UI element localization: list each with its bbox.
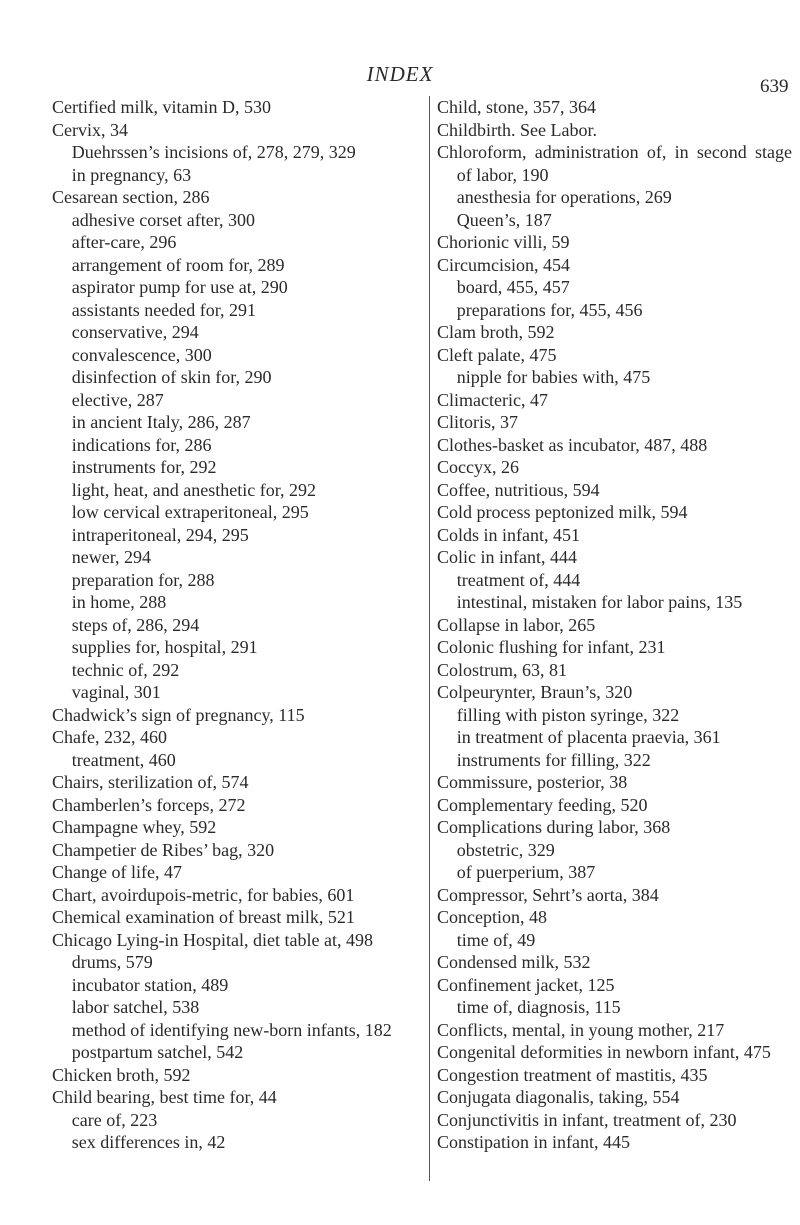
index-subentry: anesthesia for operations, 269 — [456, 187, 672, 207]
index-subentry: treatment, 460 — [71, 749, 176, 770]
page-header — [0, 62, 800, 97]
index-entry: Cervix, 34 — [52, 119, 128, 140]
index-entry: Coffee, nutritious, 594 — [437, 479, 600, 500]
index-subentry: in pregnancy, 63 — [71, 164, 192, 185]
index-subentry: in ancient Italy, 286, 287 — [71, 412, 251, 432]
index-entry: Chloroform, administration of, in second stage of labor, 190 — [437, 142, 792, 185]
index-entry: Congenital deformities in newborn infant, 475 — [437, 1042, 771, 1062]
index-entry: Chicken broth, 592 — [52, 1064, 191, 1085]
index-entry: Childbirth. See Labor. — [437, 119, 597, 140]
index-entry: Confinement jacket, 125 — [437, 974, 615, 995]
index-entry: Change of life, 47 — [52, 862, 182, 882]
index-entry: Clitoris, 37 — [437, 412, 519, 432]
column-divider — [429, 96, 430, 1181]
index-subentry: newer, 294 — [71, 547, 152, 567]
index-subentry: convalescence, 300 — [71, 344, 212, 365]
index-subentry: light, heat, and anesthetic for, 292 — [71, 479, 317, 500]
index-subentry: in treatment of placenta praevia, 361 — [456, 727, 721, 747]
index-entry: Constipation in infant, 445 — [437, 1132, 630, 1152]
index-subentry: in home, 288 — [71, 592, 167, 612]
index-entry: Chart, avoirdupois-metric, for babies, 601 — [52, 884, 355, 905]
index-entry: Climacteric, 47 — [437, 389, 548, 410]
index-subentry: incubator station, 489 — [71, 974, 229, 995]
index-entry: Chemical examination of breast milk, 521 — [52, 907, 355, 927]
index-entry: Conflicts, mental, in young mother, 217 — [437, 1019, 725, 1040]
index-subentry: arrangement of room for, 289 — [71, 254, 285, 275]
index-entry: Conjunctivitis in infant, treatment of, 230 — [437, 1109, 737, 1130]
index-subentry: instruments for, 292 — [71, 457, 217, 477]
index-subentry: vaginal, 301 — [71, 682, 161, 702]
index-subentry: aspirator pump for use at, 290 — [71, 277, 288, 297]
index-subentry: obstetric, 329 — [456, 839, 555, 860]
index-subentry: care of, 223 — [71, 1109, 158, 1130]
index-entry: Colds in infant, 451 — [437, 524, 580, 545]
index-column-right — [437, 96, 792, 1154]
index-subentry: conservative, 294 — [71, 322, 199, 342]
index-entry: Complementary feeding, 520 — [437, 794, 648, 815]
index-subentry: Duehrssen’s incisions of, 278, 279, 329 — [71, 142, 356, 162]
index-entry: Colpeurynter, Braun’s, 320 — [437, 682, 633, 702]
index-entry: Cesarean section, 286 — [52, 187, 210, 207]
index-subentry: sex differences in, 42 — [71, 1132, 226, 1152]
index-entry: Certified milk, vitamin D, 530 — [52, 97, 271, 117]
index-entry: Clothes-basket as incubator, 487, 488 — [437, 434, 708, 455]
page-number: 639 — [760, 76, 789, 97]
index-entry: Chairs, sterilization of, 574 — [52, 772, 249, 792]
index-subentry: time of, diagnosis, 115 — [456, 997, 621, 1017]
index-subentry: drums, 579 — [71, 952, 153, 972]
index-entry: Colic in infant, 444 — [437, 547, 577, 567]
index-column-left — [52, 96, 422, 1154]
index-entry: Cleft palate, 475 — [437, 344, 557, 365]
index-entry: Champagne whey, 592 — [52, 817, 217, 837]
index-subentry: adhesive corset after, 300 — [71, 209, 255, 230]
running-head: INDEX — [366, 62, 434, 86]
index-entry: Colostrum, 63, 81 — [437, 659, 568, 680]
index-subentry: postpartum satchel, 542 — [71, 1042, 244, 1062]
index-subentry: intraperitoneal, 294, 295 — [71, 524, 249, 545]
index-subentry: preparations for, 455, 456 — [456, 299, 643, 320]
index-entry: Collapse in labor, 265 — [437, 614, 596, 635]
index-subentry: filling with piston syringe, 322 — [456, 704, 680, 725]
index-entry: Chamberlen’s forceps, 272 — [52, 794, 246, 815]
index-entry: Chadwick’s sign of pregnancy, 115 — [52, 704, 305, 725]
index-entry: Congestion treatment of mastitis, 435 — [437, 1064, 708, 1085]
index-subentry: Queen’s, 187 — [456, 209, 552, 230]
index-entry: Child, stone, 357, 364 — [437, 97, 597, 117]
index-subentry: indications for, 286 — [71, 434, 212, 455]
index-subentry: instruments for filling, 322 — [456, 749, 651, 770]
index-subentry: nipple for babies with, 475 — [456, 367, 651, 387]
index-entry: Conjugata diagonalis, taking, 554 — [437, 1087, 680, 1107]
index-subentry: after-care, 296 — [71, 232, 177, 252]
index-entry: Child bearing, best time for, 44 — [52, 1087, 277, 1107]
index-entry: Clam broth, 592 — [437, 322, 555, 342]
index-entry: Complications during labor, 368 — [437, 817, 671, 837]
index-subentry: supplies for, hospital, 291 — [71, 637, 258, 657]
index-subentry: treatment of, 444 — [456, 569, 581, 590]
index-entry: Colonic flushing for infant, 231 — [437, 637, 666, 657]
index-entry: Compressor, Sehrt’s aorta, 384 — [437, 884, 659, 905]
index-subentry: method of identifying new-born infants, 182 — [71, 1019, 392, 1040]
index-entry: Coccyx, 26 — [437, 457, 519, 477]
index-subentry: board, 455, 457 — [456, 277, 570, 297]
index-subentry: technic of, 292 — [71, 659, 180, 680]
index-subentry: low cervical extraperitoneal, 295 — [71, 502, 309, 522]
index-entry: Commissure, posterior, 38 — [437, 772, 628, 792]
index-subentry: assistants needed for, 291 — [71, 299, 257, 320]
index-entry: Circumcision, 454 — [437, 254, 570, 275]
index-subentry: elective, 287 — [71, 389, 164, 410]
index-subentry: disinfection of skin for, 290 — [71, 367, 272, 387]
index-entry: Chicago Lying-in Hospital, diet table at, 498 — [52, 929, 373, 950]
index-subentry: of puerperium, 387 — [456, 862, 596, 882]
index-subentry: time of, 49 — [456, 929, 536, 950]
index-subentry: labor satchel, 538 — [71, 997, 200, 1017]
index-entry: Condensed milk, 532 — [437, 952, 591, 972]
index-entry: Champetier de Ribes’ bag, 320 — [52, 839, 275, 860]
index-entry: Conception, 48 — [437, 907, 547, 927]
index-entry: Cold process peptonized milk, 594 — [437, 502, 688, 522]
index-subentry: preparation for, 288 — [71, 569, 215, 590]
index-entry: Chorionic villi, 59 — [437, 232, 570, 252]
index-entry: Chafe, 232, 460 — [52, 727, 167, 747]
index-subentry: steps of, 286, 294 — [71, 614, 200, 635]
index-subentry: intestinal, mistaken for labor pains, 135 — [456, 592, 743, 612]
